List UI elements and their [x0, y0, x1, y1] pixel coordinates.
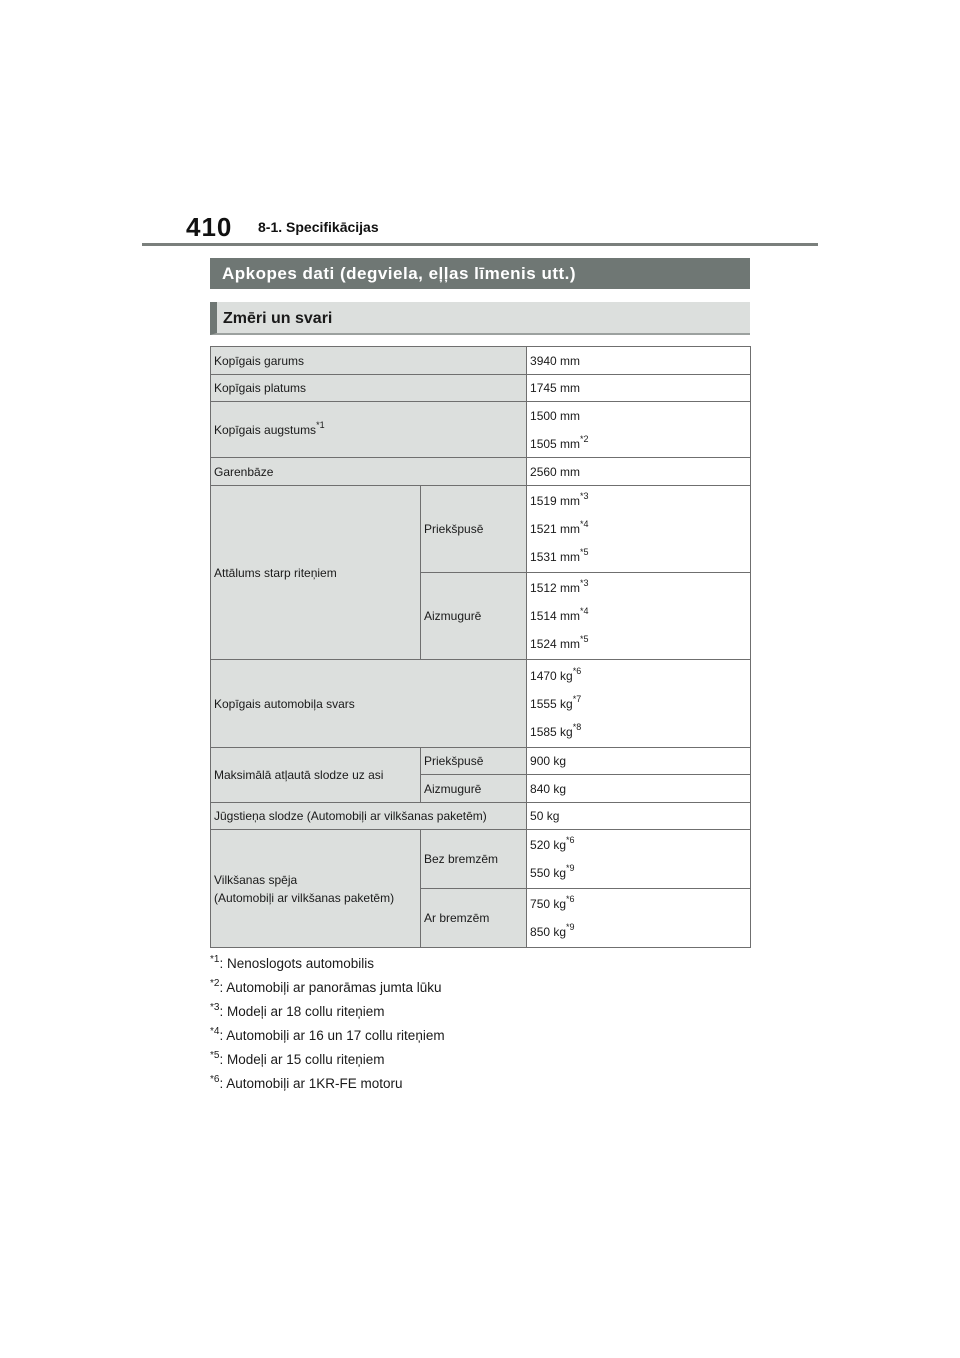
table-row — [211, 347, 751, 375]
value-line — [530, 894, 747, 911]
footnote-ref: *7 — [572, 693, 582, 704]
sub-label: Priekšpusē — [421, 486, 527, 573]
footnote-ref: *4 — [580, 606, 589, 616]
footnote-marker: *1 — [210, 953, 220, 965]
sub-label: Aizmugurē — [421, 775, 527, 803]
footnote-marker: *5 — [210, 1049, 220, 1061]
row-label: Kopīgais platums — [211, 375, 527, 402]
footnote-ref: *8 — [572, 721, 582, 732]
footnote-ref: *6 — [566, 835, 575, 845]
row-label: Jūgstieņa slodze (Automobiļi ar vilkšanas paketēm) — [211, 803, 527, 830]
footnote-marker: *3 — [210, 1001, 220, 1013]
value-line — [530, 693, 747, 711]
row-label: Garenbāze — [211, 458, 527, 486]
spec-table — [210, 346, 751, 948]
value-line — [530, 835, 747, 852]
value-line — [530, 863, 747, 880]
label-line: (Automobiļi ar vilkšanas paketēm) — [214, 890, 395, 905]
value-text: 1519 mm — [530, 494, 581, 508]
value-line — [530, 721, 747, 739]
footnote — [210, 1002, 445, 1026]
row-value — [527, 402, 751, 458]
footnote — [210, 1074, 445, 1098]
footnote-text: : Modeļi ar 18 collu riteņiem — [219, 1004, 385, 1019]
footnote-text: : Automobiļi ar 1KR-FE motoru — [219, 1076, 403, 1091]
value-text: 520 kg — [530, 838, 567, 852]
row-value: 2560 mm — [527, 458, 751, 486]
value-line — [530, 547, 747, 564]
footnote-ref: *6 — [572, 665, 582, 676]
value-text: 1500 mm — [530, 408, 581, 423]
table-row — [211, 803, 751, 830]
row-label: Maksimālā atļautā slodze uz asi — [211, 748, 421, 803]
footnote-ref: *5 — [580, 634, 589, 644]
footnote-marker: *4 — [210, 1025, 220, 1037]
value-text: 1555 kg — [530, 696, 573, 711]
subsection-heading: Zmēri un svari — [210, 302, 750, 335]
row-value: 840 kg — [527, 775, 751, 803]
value-line — [530, 634, 747, 651]
value-text: 1524 mm — [530, 637, 581, 651]
table-row — [211, 402, 751, 458]
value-line — [530, 409, 747, 423]
footnote-marker: *6 — [210, 1073, 220, 1085]
sub-label: Aizmugurē — [421, 573, 527, 660]
value-text: 1505 mm — [530, 436, 581, 451]
row-value — [527, 486, 751, 573]
row-label: Kopīgais automobiļa svars — [211, 660, 527, 748]
value-text: 1512 mm — [530, 581, 581, 595]
row-value: 1745 mm — [527, 375, 751, 402]
section-banner: Apkopes dati (degviela, eļļas līmenis utt.) — [210, 258, 750, 289]
footnote-text: : Automobiļi ar panorāmas jumta lūku — [219, 980, 442, 995]
label-line: Vilkšanas spēja — [214, 872, 298, 887]
footnote-ref: *3 — [580, 578, 589, 588]
value-text: 1521 mm — [530, 522, 581, 536]
value-text: 1531 mm — [530, 550, 581, 564]
table-row — [211, 375, 751, 402]
section-title: 8-1. Specifikācijas — [258, 219, 379, 235]
row-label — [211, 402, 527, 458]
value-text: 850 kg — [530, 925, 567, 939]
footnote-text: : Modeļi ar 15 collu riteņiem — [219, 1052, 385, 1067]
value-text: 550 kg — [530, 866, 567, 880]
sub-label: Priekšpusē — [421, 748, 527, 775]
footnote-ref: *9 — [566, 863, 575, 873]
row-value: 3940 mm — [527, 347, 751, 375]
table-row — [211, 458, 751, 486]
footnote-ref: *1 — [316, 419, 325, 430]
value-line — [530, 491, 747, 508]
row-value — [527, 660, 751, 748]
footnote — [210, 978, 445, 1002]
value-text: 1470 kg — [530, 668, 573, 683]
footnote-ref: *9 — [566, 922, 575, 932]
footnote-ref: *5 — [580, 547, 589, 557]
footnote — [210, 1050, 445, 1074]
row-label — [211, 830, 421, 948]
value-line — [530, 578, 747, 595]
value-line — [530, 922, 747, 939]
row-value — [527, 830, 751, 889]
footnotes — [210, 954, 445, 1098]
row-label: Attālums starp riteņiem — [211, 486, 421, 660]
row-value — [527, 889, 751, 948]
row-value — [527, 573, 751, 660]
label-text: Kopīgais augstums — [214, 422, 317, 437]
value-text: 1585 kg — [530, 724, 573, 739]
table-row — [211, 486, 751, 573]
value-line — [530, 606, 747, 623]
row-value: 900 kg — [527, 748, 751, 775]
header-divider — [142, 243, 818, 246]
sub-label: Ar bremzēm — [421, 889, 527, 948]
table-row — [211, 660, 751, 748]
footnote-ref: *3 — [580, 491, 589, 501]
value-line — [530, 665, 747, 683]
footnote — [210, 1026, 445, 1050]
table-row — [211, 830, 751, 889]
footnote-ref: *6 — [566, 894, 575, 904]
footnote-marker: *2 — [210, 977, 220, 989]
footnote-ref: *4 — [580, 519, 589, 529]
value-text: 1514 mm — [530, 609, 581, 623]
sub-label: Bez bremzēm — [421, 830, 527, 889]
value-line — [530, 519, 747, 536]
page-number: 410 — [186, 212, 233, 242]
footnote — [210, 954, 445, 978]
row-value: 50 kg — [527, 803, 751, 830]
table-row — [211, 748, 751, 775]
row-label: Kopīgais garums — [211, 347, 527, 375]
value-text: 750 kg — [530, 897, 567, 911]
footnote-ref: *2 — [580, 433, 589, 444]
footnote-text: : Nenoslogots automobilis — [219, 956, 375, 971]
footnote-text: : Automobiļi ar 16 un 17 collu riteņiem — [219, 1028, 445, 1043]
value-line — [530, 433, 747, 451]
